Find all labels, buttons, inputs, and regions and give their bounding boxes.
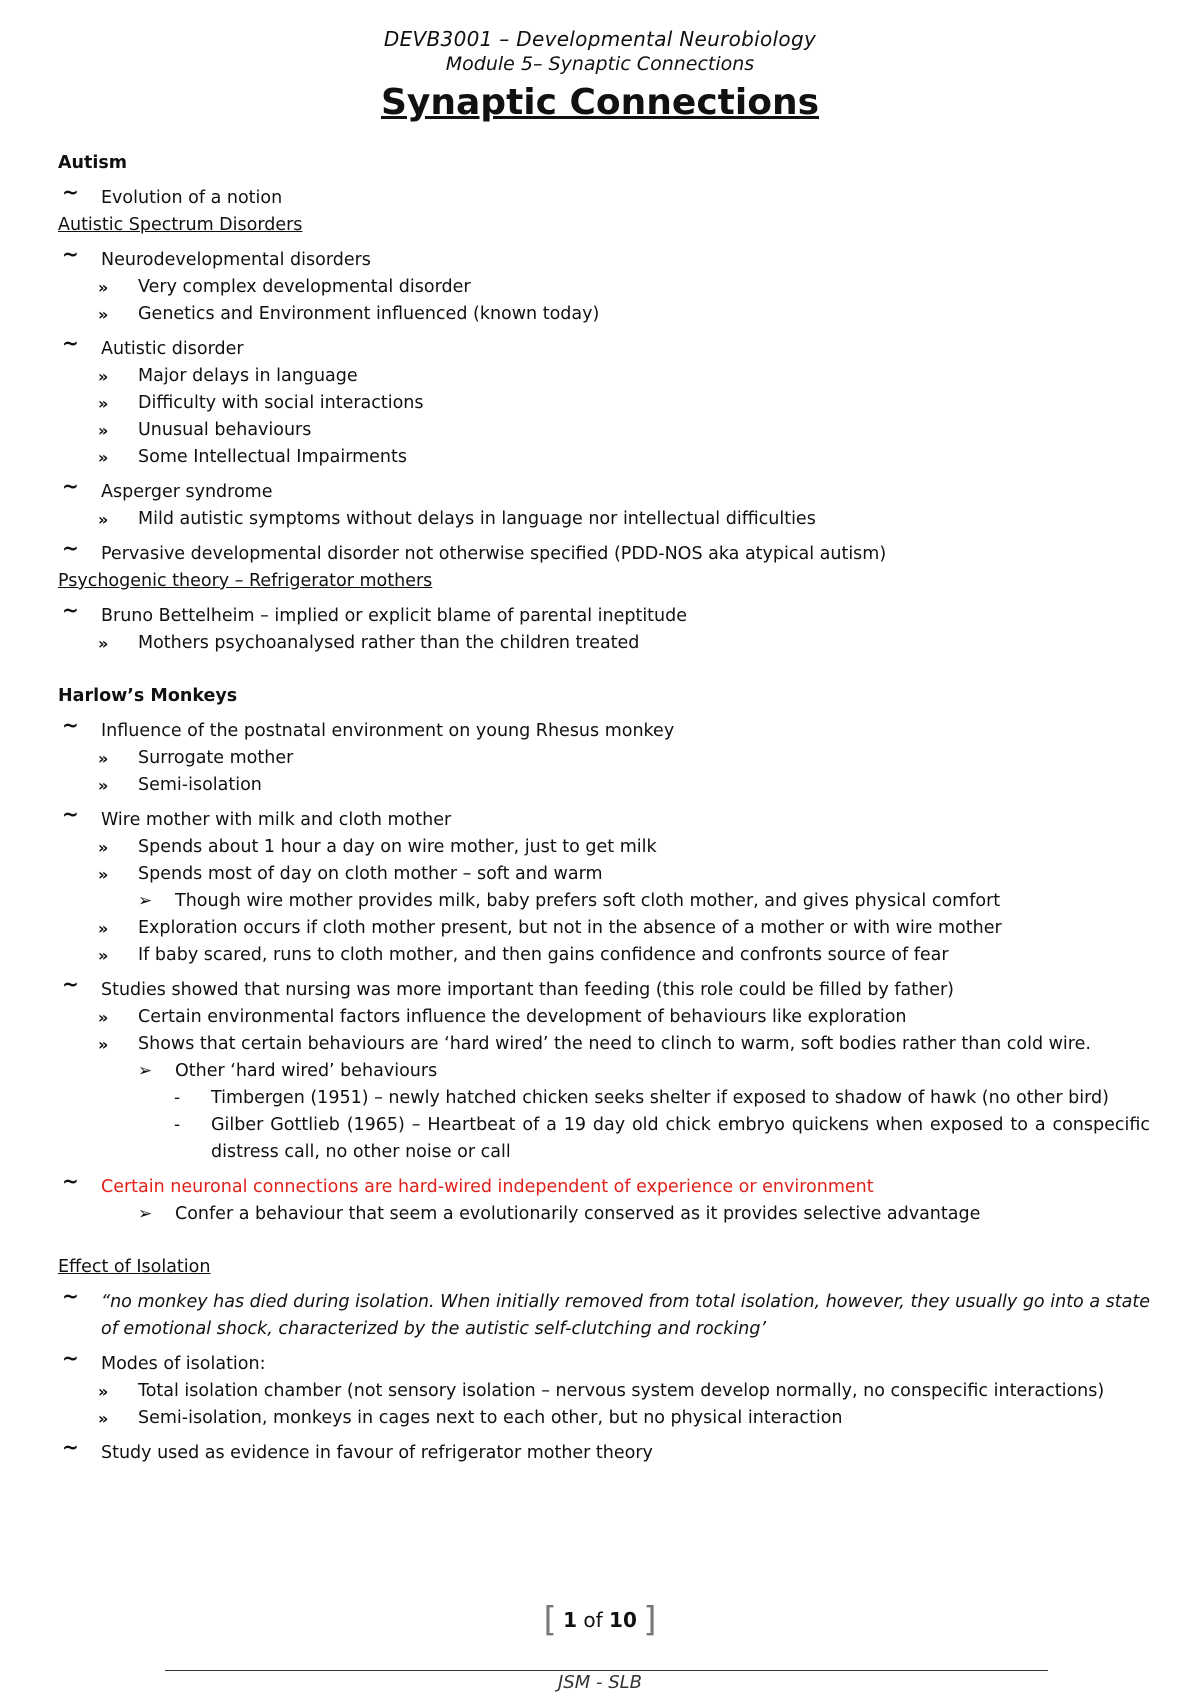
chevron-bullet-icon: » [98, 946, 109, 965]
page-title: Synaptic Connections [380, 82, 819, 123]
page-number [543, 1600, 656, 1640]
bullet-l2: » Unusual behaviours [58, 417, 1150, 444]
bullet-l2: » Spends most of day on cloth mother – soft and warm [58, 861, 1150, 888]
arrowhead-bullet-icon: ➢ [138, 1204, 153, 1224]
arrowhead-bullet-icon: ➢ [138, 891, 153, 911]
chevron-bullet-icon: » [98, 305, 109, 324]
bullet-l1-quote: ~ “no monkey has died during isolation. When initially removed from total isolation, however, they usually go into a state of emotional shock, characterized by the autistic self-clutching and rocking’ [62, 1284, 1150, 1339]
bullet-l3: ➢ Confer a behaviour that seem a evolutionarily conserved as it provides selective advantage [58, 1201, 1150, 1228]
dash-bullet-icon: - [174, 1088, 181, 1108]
chevron-bullet-icon: » [98, 1008, 109, 1027]
chevron-bullet-icon: » [98, 838, 109, 857]
author-initials: JSM - SLB [557, 1672, 642, 1693]
tilde-bullet-icon: ~ [62, 1346, 79, 1370]
left-bracket-icon: [ [543, 1600, 557, 1640]
footer-divider [165, 1670, 1048, 1671]
bullet-l1: ~ Study used as evidence in favour of refrigerator mother theory [62, 1435, 653, 1463]
bullet-l2: » Very complex developmental disorder [58, 274, 1150, 301]
bullet-l1: ~ Bruno Bettelheim – implied or explicit blame of parental ineptitude [62, 598, 688, 626]
bullet-l2: » Exploration occurs if cloth mother present, but not in the absence of a mother or with wire mother [58, 915, 1150, 942]
chevron-bullet-icon: » [98, 367, 109, 386]
tilde-bullet-icon: ~ [62, 713, 79, 737]
chevron-bullet-icon: » [98, 1035, 109, 1054]
bullet-l2: » Major delays in language [58, 363, 1150, 390]
tilde-bullet-icon: ~ [62, 1169, 79, 1193]
bullet-l2: » Shows that certain behaviours are ‘hard wired’ the need to clinch to warm, soft bodies rather than cold wire. [58, 1031, 1150, 1058]
section-heading-autism: Autism [58, 153, 128, 173]
bullet-l1: ~ Asperger syndrome [62, 474, 273, 502]
tilde-bullet-icon: ~ [62, 1435, 79, 1459]
chevron-bullet-icon: » [98, 278, 109, 297]
bullet-l1: ~ Studies showed that nursing was more important than feeding (this role could be filled by father) [62, 972, 955, 1000]
tilde-bullet-icon: ~ [62, 1284, 79, 1308]
bullet-l3: ➢ Other ‘hard wired’ behaviours [58, 1058, 1150, 1085]
bullet-l2: » Mild autistic symptoms without delays in language nor intellectual difficulties [58, 506, 1150, 533]
bullet-l2: » Semi-isolation, monkeys in cages next to each other, but no physical interaction [58, 1405, 1150, 1432]
bullet-l1: ~ Pervasive developmental disorder not otherwise specified (PDD-NOS aka atypical autism) [62, 536, 887, 564]
tilde-bullet-icon: ~ [62, 474, 79, 498]
tilde-bullet-icon: ~ [62, 598, 79, 622]
chevron-bullet-icon: » [98, 776, 109, 795]
dash-bullet-icon: - [174, 1115, 181, 1135]
chevron-bullet-icon: » [98, 634, 109, 653]
chevron-bullet-icon: » [98, 919, 109, 938]
tilde-bullet-icon: ~ [62, 972, 79, 996]
chevron-bullet-icon: » [98, 394, 109, 413]
subsection-heading-psychogenic: Psychogenic theory – Refrigerator mothers [58, 571, 433, 591]
bullet-l2: » Difficulty with social interactions [58, 390, 1150, 417]
chevron-bullet-icon: » [98, 448, 109, 467]
bullet-l1: ~ Influence of the postnatal environment on young Rhesus monkey [62, 713, 675, 741]
page-header [0, 26, 1200, 128]
page-current: 1 [563, 1608, 578, 1632]
tilde-bullet-icon: ~ [62, 331, 79, 355]
tilde-bullet-icon: ~ [62, 242, 79, 266]
notes-body [58, 150, 1150, 1467]
bullet-l1: ~ Modes of isolation: [62, 1346, 266, 1374]
right-bracket-icon: ] [643, 1600, 657, 1640]
chevron-bullet-icon: » [98, 1382, 109, 1401]
bullet-l2: » Spends about 1 hour a day on wire mother, just to get milk [58, 834, 1150, 861]
bullet-l2: » Surrogate mother [58, 745, 1150, 772]
tilde-bullet-icon: ~ [62, 180, 79, 204]
chevron-bullet-icon: » [98, 1409, 109, 1428]
page-footer [0, 1600, 1200, 1640]
tilde-bullet-icon: ~ [62, 802, 79, 826]
bullet-l2: » Semi-isolation [58, 772, 1150, 799]
subsection-heading-asd: Autistic Spectrum Disorders [58, 215, 303, 235]
bullet-l2: » Some Intellectual Impairments [58, 444, 1150, 471]
bullet-l1: ~ Autistic disorder [62, 331, 244, 359]
chevron-bullet-icon: » [98, 510, 109, 529]
bullet-l4: - Gilber Gottlieb (1965) – Heartbeat of a 19 day old chick embryo quickens when exposed to a conspecific distress call, no other noise or call [58, 1112, 1150, 1166]
course-title: DEVB3001 – Developmental Neurobiology [383, 27, 817, 51]
bullet-l2: » Mothers psychoanalysed rather than the children treated [58, 630, 1150, 657]
bullet-l1: ~ Neurodevelopmental disorders [62, 242, 371, 270]
bullet-l1: ~ Evolution of a notion [62, 180, 283, 208]
section-heading-harlow: Harlow’s Monkeys [58, 686, 238, 706]
bullet-l2: » Total isolation chamber (not sensory isolation – nervous system develop normally, no conspecific interactions) [58, 1378, 1150, 1405]
module-title: Module 5– Synaptic Connections [445, 53, 755, 75]
bullet-l1-highlight: ~ Certain neuronal connections are hard-wired independent of experience or environment [62, 1169, 874, 1197]
arrowhead-bullet-icon: ➢ [138, 1061, 153, 1081]
bullet-l2: » Genetics and Environment influenced (known today) [58, 301, 1150, 328]
tilde-bullet-icon: ~ [62, 536, 79, 560]
bullet-l2: » If baby scared, runs to cloth mother, and then gains confidence and confronts source of fear [58, 942, 1150, 969]
bullet-l4: - Timbergen (1951) – newly hatched chicken seeks shelter if exposed to shadow of hawk (no other bird) [58, 1085, 1150, 1112]
subsection-heading-isolation: Effect of Isolation [58, 1257, 211, 1277]
chevron-bullet-icon: » [98, 749, 109, 768]
bullet-l1: ~ Wire mother with milk and cloth mother [62, 802, 452, 830]
bullet-l2: » Certain environmental factors influence the development of behaviours like exploration [58, 1004, 1150, 1031]
chevron-bullet-icon: » [98, 865, 109, 884]
chevron-bullet-icon: » [98, 421, 109, 440]
page-total: 10 [609, 1608, 637, 1632]
page-of: of [583, 1608, 603, 1632]
bullet-l3: ➢ Though wire mother provides milk, baby prefers soft cloth mother, and gives physical comfort [58, 888, 1150, 915]
